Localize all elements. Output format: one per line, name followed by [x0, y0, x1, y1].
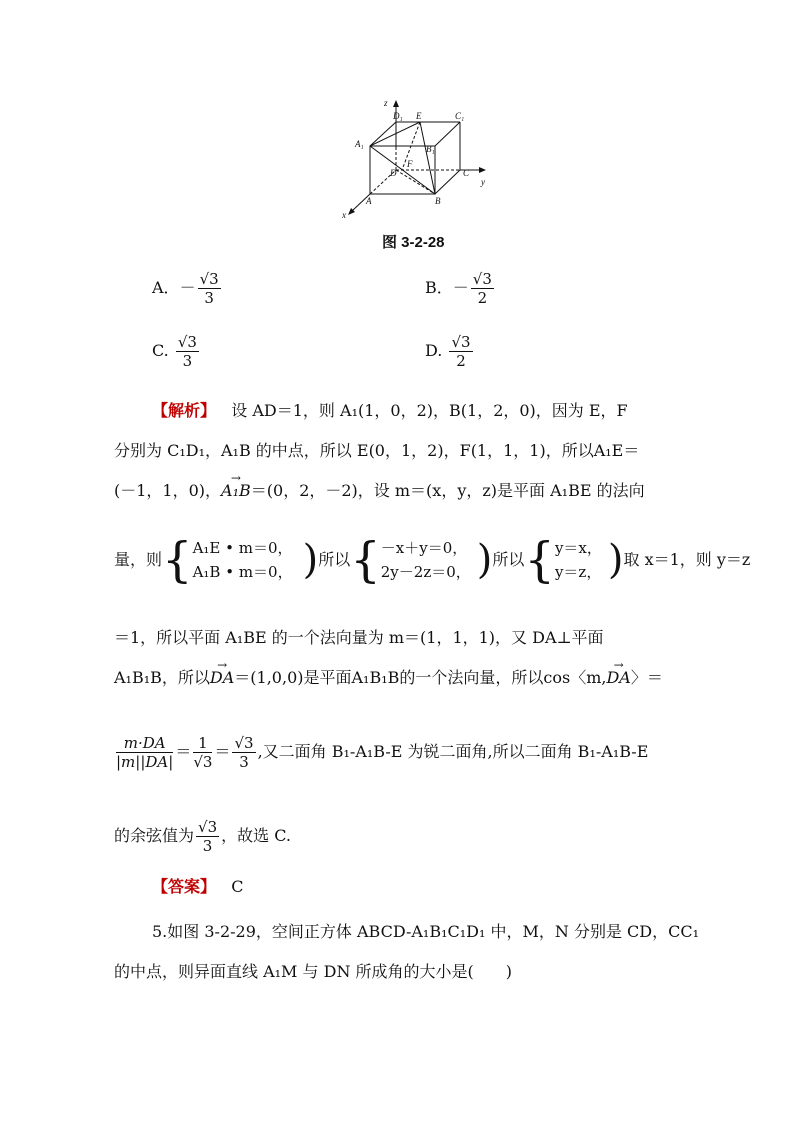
solution-line-5: ＝1，所以平面 A₁BE 的一个法向量为 m＝(1，1，1)，又 DA⊥平面: [114, 628, 604, 647]
label-A1: A₁: [355, 139, 364, 149]
solution-line-6: A₁B₁B，所以→ DA＝(1,0,0)是平面A₁B₁B的一个法向量，所以cos〈m,→ DA〉＝: [114, 668, 663, 688]
figure-caption: 图 3-2-28: [382, 234, 445, 251]
solution-line-4: 量，则 { A₁E • m＝0， A₁B • m＝0， ) 所以 { －x＋y＝0， 2y－2z＝0， ) 所以 { y＝x， y＝z， ) 取 x＝1，则 y＝z: [114, 532, 751, 588]
label-F: F: [407, 159, 413, 169]
label-C1: C₁: [455, 111, 465, 121]
label-x: x: [342, 210, 346, 220]
solution-line-7: $\frac{m\cdot DA}{|m||DA|}$ ＝ $\frac{1}{√3}$ ＝ $\frac{√3}{3}$ ,又二面角 B₁-A₁B-E 为锐二面角,所以二面角 B₁-A₁B-E: [116, 733, 649, 771]
label-C: C: [463, 168, 470, 178]
option-c: C. $\frac{√3}{3}$: [152, 333, 197, 370]
option-b: B．－ $\frac{√3}{2}$: [425, 270, 492, 307]
solution-tag: 【解析】: [152, 401, 217, 420]
question-5-line-1: 5.如图 3-2-29，空间正方体 ABCD-A₁B₁C₁D₁ 中，M，N 分别是 CD，CC₁: [152, 922, 700, 941]
solution-line-1: 【解析】 设 AD＝1，则 A₁(1，0，2)，B(1，2，0)，因为 E，F: [152, 401, 628, 420]
label-A: A: [366, 196, 372, 206]
solution-line-3: (－1，1，0)，→ A₁B＝(0，2，－2)，设 m＝(x，y，z)是平面 A₁BE 的法向: [114, 481, 645, 501]
label-B: B: [435, 196, 441, 206]
label-D: D: [390, 168, 397, 178]
question-5-line-2: 的中点，则异面直线 A₁M 与 DN 所成角的大小是( ): [114, 962, 513, 981]
answer-line: 【答案】 C: [152, 877, 244, 896]
label-D1: D₁: [393, 111, 403, 121]
answer-tag: 【答案】: [152, 877, 217, 896]
solution-line-2: 分别为 C₁D₁，A₁B 的中点，所以 E(0，1，2)，F(1，1，1)，所以A₁E＝: [114, 441, 640, 460]
cube-figure: [340, 92, 490, 222]
option-a: A．－ $\frac{√3}{3}$: [152, 270, 219, 307]
label-B1: B₁: [426, 144, 435, 154]
label-z: z: [384, 98, 388, 108]
solution-line-8: 的余弦值为 $\frac{√3}{3}$ ，故选 C.: [114, 817, 291, 855]
label-y: y: [481, 177, 485, 187]
label-E: E: [416, 111, 422, 121]
option-d: D. $\frac{√3}{2}$: [425, 333, 471, 370]
